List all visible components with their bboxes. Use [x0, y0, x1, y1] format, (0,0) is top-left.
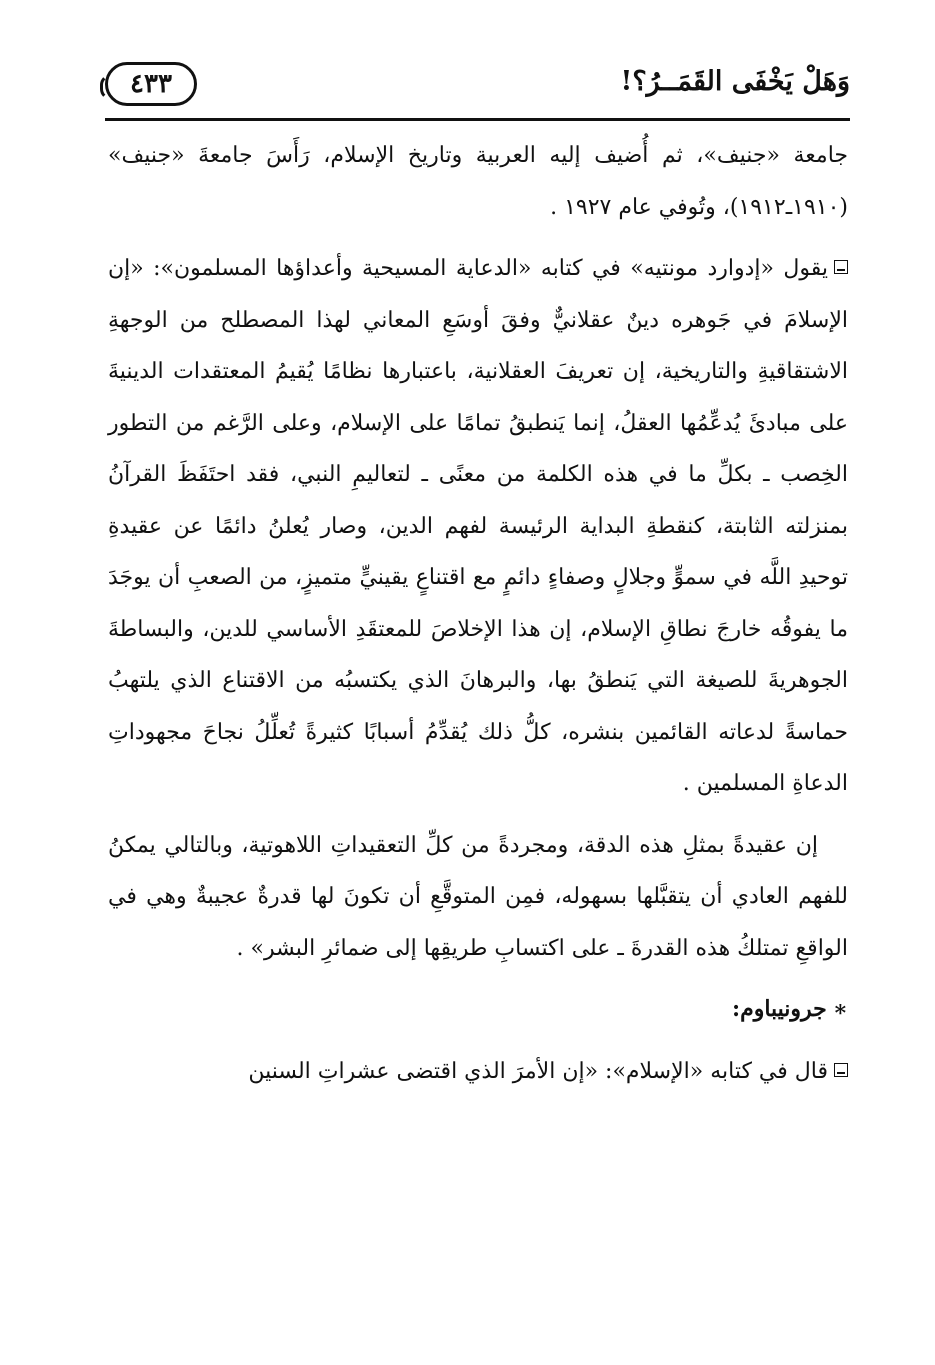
- paragraph-4: [108, 1046, 848, 1098]
- paragraph-2-text: يقول «إدوارد مونتيه» في كتابه «الدعاية المسيحية وأعداؤها المسلمون»: «إن الإسلامَ في جَوهره دينٌ عقلانيٌّ وفقَ أوسَعِ المعاني لهذا المصطلح من الوجهةِ الاشتقاقيةِ والتاريخية، إن تعريفَ العقلانية، باعتبارها نظامًا يُقيمُ المعتقدات الدينيةَ على مبادئَ يُدعِّمُها العقلُ، إنما يَنطبقُ تمامًا على الإسلام، وعلى الرَّغم من التطور الخِصب ـ بكلِّ ما في هذه الكلمة من معنًى ـ لتعاليمِ النبي، فقد احتَفَظَ القرآنُ بمنزلته الثابتة، كنقطةِ البداية الرئيسة لفهم الدين، وصار يُعلنُ دائمًا عن عقيدةِ توحيدِ اللَّه في سموٍّ وجلالٍ وصفاءٍ دائمٍ مع اقتناعٍ يقينيٍّ متميزٍ، من الصعبِ أن يوجَدَ ما يفوقُه خارجَ نطاقِ الإسلام، إن هذا الإخلاصَ للمعتقَدِ الأساسي للدين، والبساطةَ الجوهريةَ للصيغة التي يَنطقُ بها، والبرهانَ الذي يكتسبُه من الاقتناع الذي يلتهبُ حماسةً لدعاته القائمين بنشره، كلُّ ذلك يُقدِّمُ أسبابًا كثيرةً تُعلِّلُ نجاحَ مجهوداتِ الدعاةِ المسلمين .: [108, 256, 849, 796]
- star-icon: ∗: [832, 996, 848, 1022]
- box-bullet-icon: [834, 260, 848, 274]
- paragraph-1: جامعة «جنيف»، ثم أُضيف إليه العربية وتاريخ الإسلام، رَأَسَ جامعةَ «جنيف» (١٩١٠ـ١٩١٢)، وتُوفي عام ١٩٢٧ .: [108, 143, 848, 220]
- page-header: [105, 60, 850, 118]
- page-number: ٤٣٣: [105, 62, 197, 106]
- paragraph-3: إن عقيدةً بمثلِ هذه الدقة، ومجردةً من كلِّ التعقيداتِ اللاهوتية، وبالتالي يمكنُ للفهم العادي أن يتقبَّلها بسهوله، فمِن المتوقَّعِ أن تكونَ لها قدرةٌ عجيبةٌ وهي في الواقعِ تمتلكُ هذه القدرةَ ـ على اكتسابِ طريقِها إلى ضمائرِ البشر» .: [108, 832, 848, 961]
- paragraph-2: [108, 243, 848, 810]
- body-text: [108, 130, 848, 1097]
- box-bullet-icon: [834, 1063, 848, 1077]
- section-heading: [108, 984, 848, 1036]
- paragraph-4-text: قال في كتابه «الإسلام»: «إن الأمرَ الذي اقتضى عشراتِ السنين: [248, 1058, 828, 1084]
- header-rule: [105, 118, 850, 121]
- running-title: وَهَلْ يَخْفَى القَمَــرُ؟!: [620, 66, 850, 97]
- section-heading-text: جرونيباوم:: [731, 996, 827, 1022]
